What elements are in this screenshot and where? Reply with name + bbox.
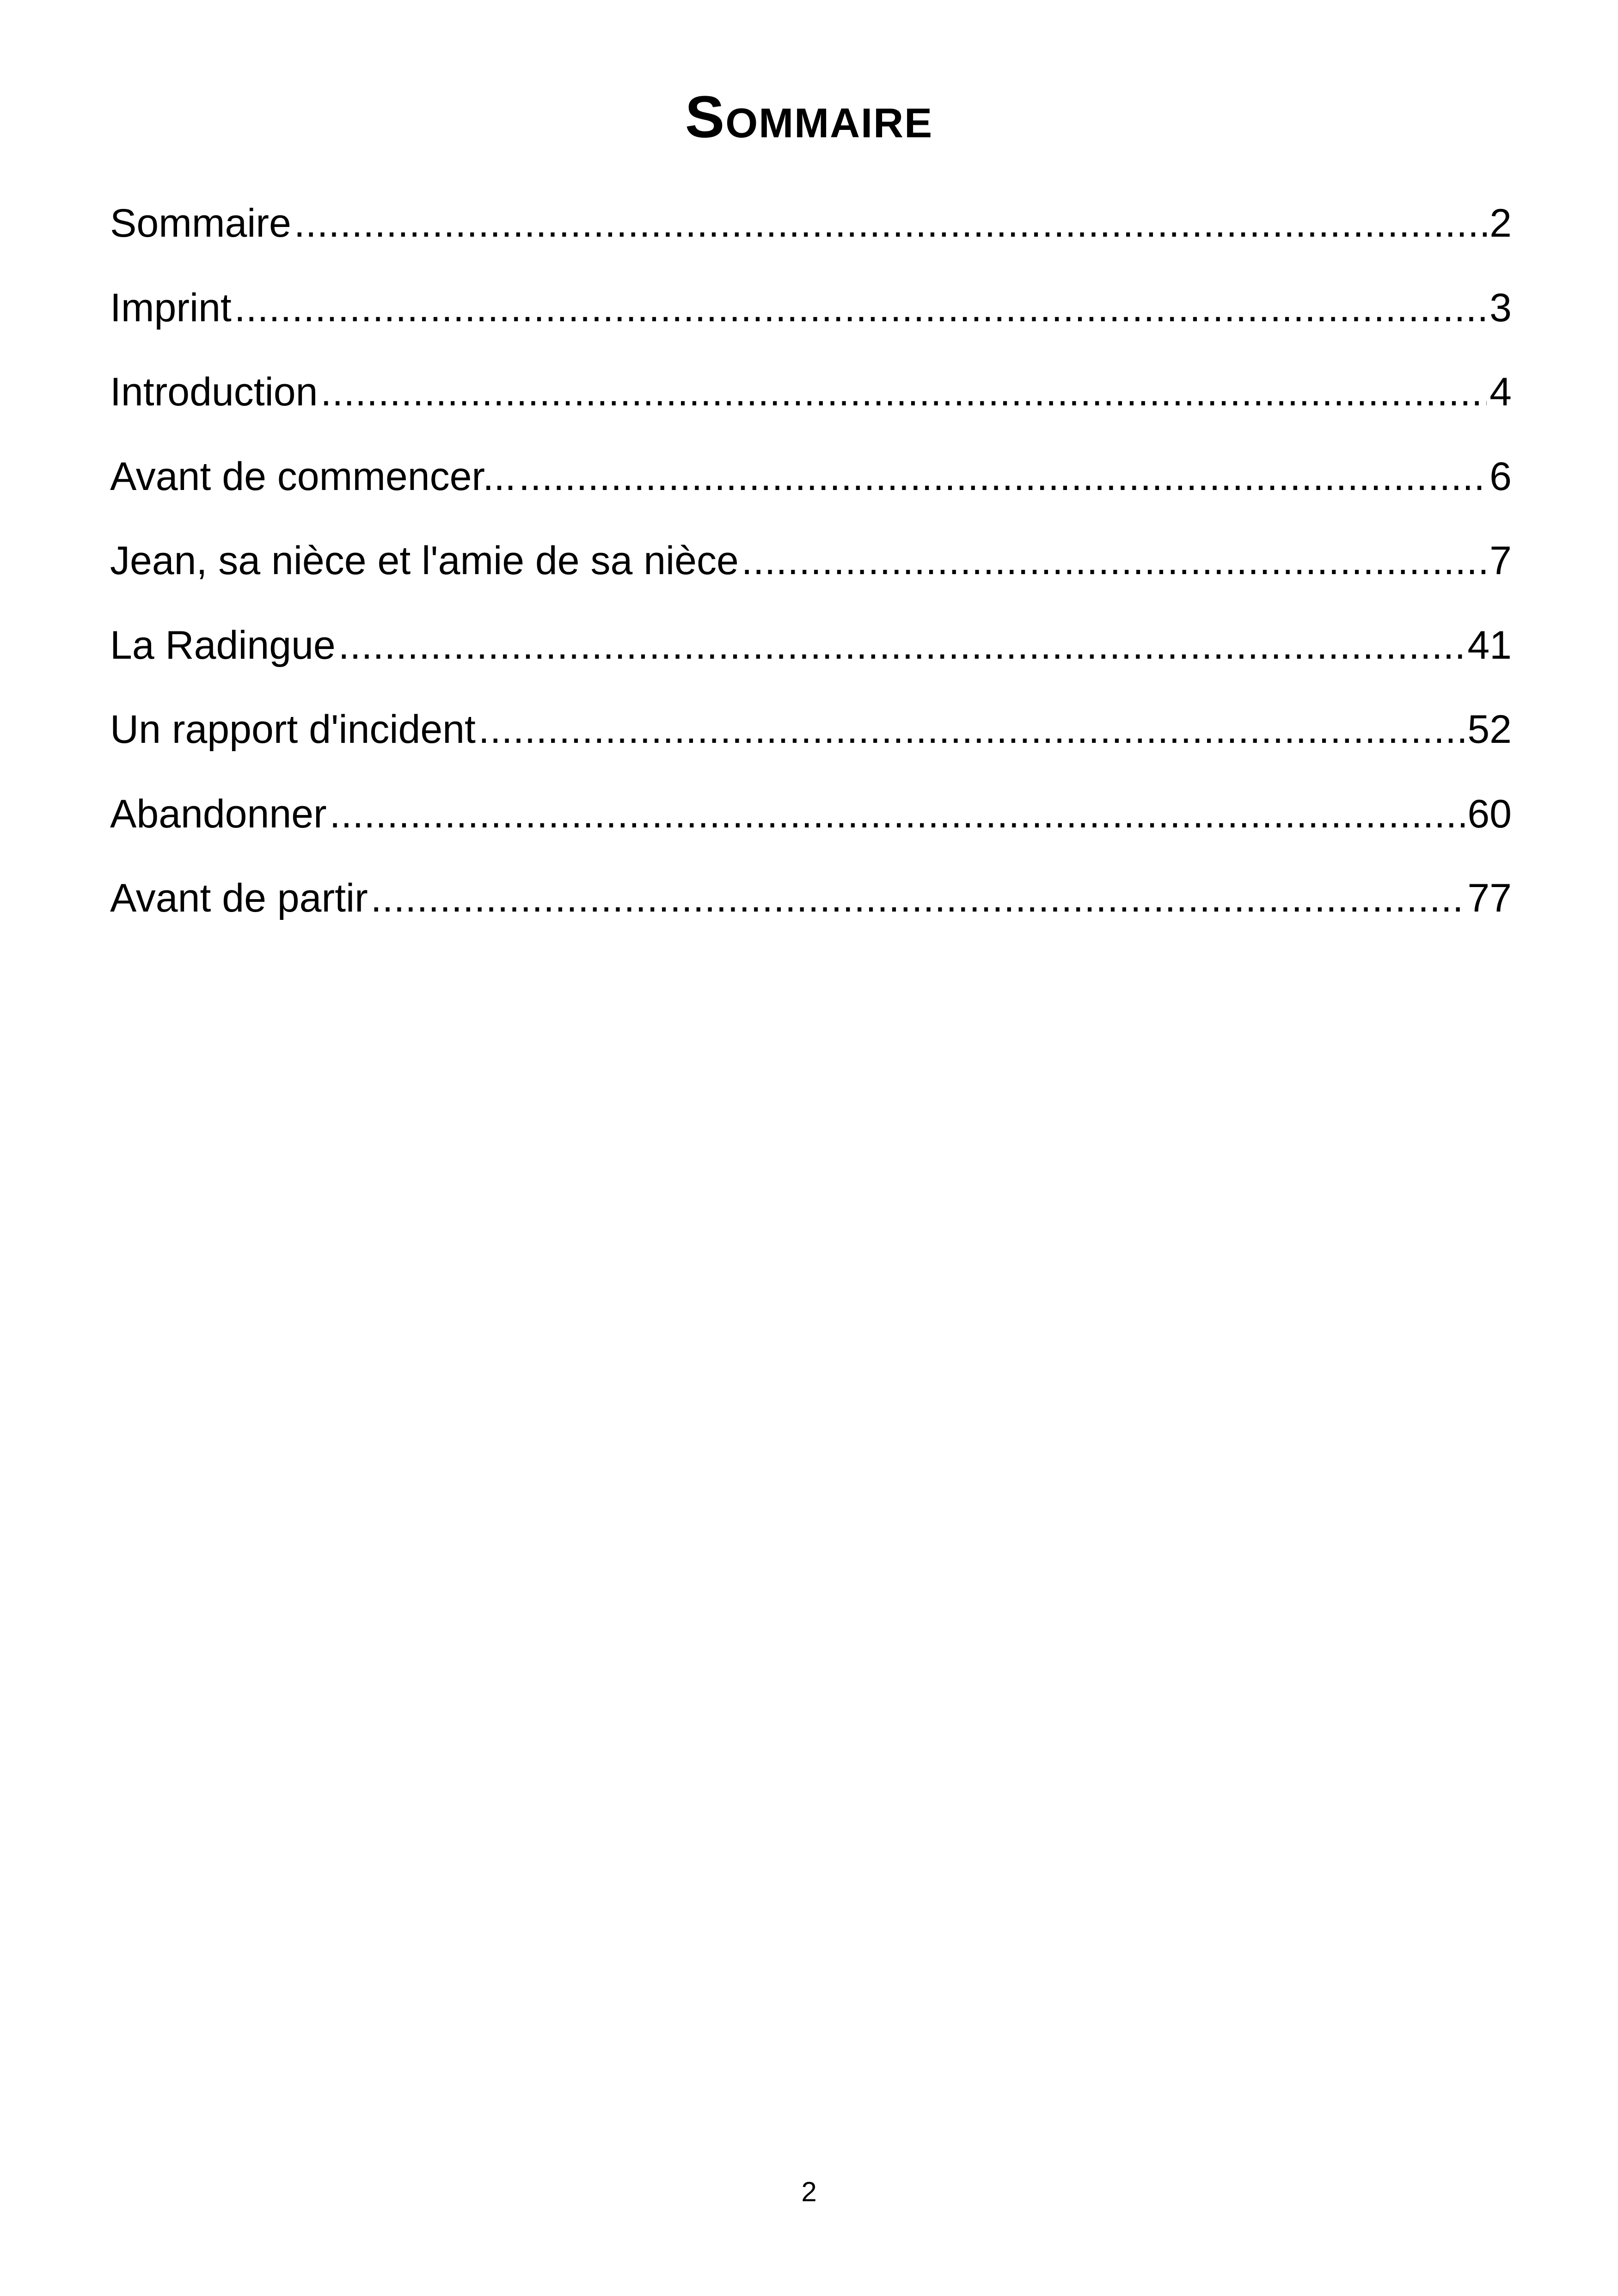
toc-entry-page: 77 bbox=[1467, 876, 1512, 920]
toc-entry-label: Abandonner bbox=[110, 791, 327, 836]
toc-entry[interactable] bbox=[110, 878, 1512, 963]
toc-entry-label: Imprint bbox=[110, 285, 232, 330]
toc-entry-page: 6 bbox=[1489, 454, 1512, 499]
toc-entry-label: Un rapport d'incident bbox=[110, 707, 476, 752]
toc-dot-leader bbox=[294, 203, 1487, 243]
toc-entry-page: 52 bbox=[1467, 707, 1512, 752]
toc-entry-page: 3 bbox=[1489, 285, 1512, 330]
toc-entry-label: La Radingue bbox=[110, 623, 336, 667]
toc-dot-leader bbox=[742, 541, 1487, 581]
toc-dot-leader bbox=[234, 288, 1487, 328]
toc-entry[interactable] bbox=[110, 791, 1512, 879]
toc-dot-leader bbox=[338, 625, 1465, 665]
toc-dot-leader bbox=[478, 710, 1465, 749]
toc-entry-page: 41 bbox=[1467, 623, 1512, 667]
page-title: Sommaire bbox=[685, 84, 933, 150]
toc-entry-label: Avant de partir bbox=[110, 876, 368, 920]
toc-entry-page: 2 bbox=[1489, 201, 1512, 245]
toc-dot-leader bbox=[371, 878, 1465, 918]
toc-entry-label: Introduction bbox=[110, 370, 318, 414]
toc-entry-label: Sommaire bbox=[110, 201, 291, 245]
toc-entry-label: Jean, sa nièce et l'amie de sa nièce bbox=[110, 539, 739, 583]
page-number: 2 bbox=[801, 2176, 817, 2207]
table-of-contents bbox=[110, 203, 1512, 963]
toc-entry[interactable] bbox=[110, 625, 1512, 710]
toc-entry[interactable] bbox=[110, 203, 1512, 288]
toc-entry[interactable] bbox=[110, 372, 1512, 457]
toc-entry-page: 7 bbox=[1489, 539, 1512, 583]
toc-entry[interactable] bbox=[110, 541, 1512, 625]
toc-entry-label: Avant de commencer... bbox=[110, 454, 516, 499]
toc-dot-leader bbox=[330, 794, 1465, 834]
toc-entry[interactable] bbox=[110, 707, 1512, 794]
toc-dot-leader bbox=[519, 457, 1487, 496]
toc-entry[interactable] bbox=[110, 454, 1512, 541]
toc-entry-page: 4 bbox=[1489, 370, 1512, 414]
toc-dot-leader bbox=[320, 372, 1487, 412]
toc-entry[interactable] bbox=[110, 285, 1512, 373]
toc-entry-page: 60 bbox=[1467, 791, 1512, 836]
